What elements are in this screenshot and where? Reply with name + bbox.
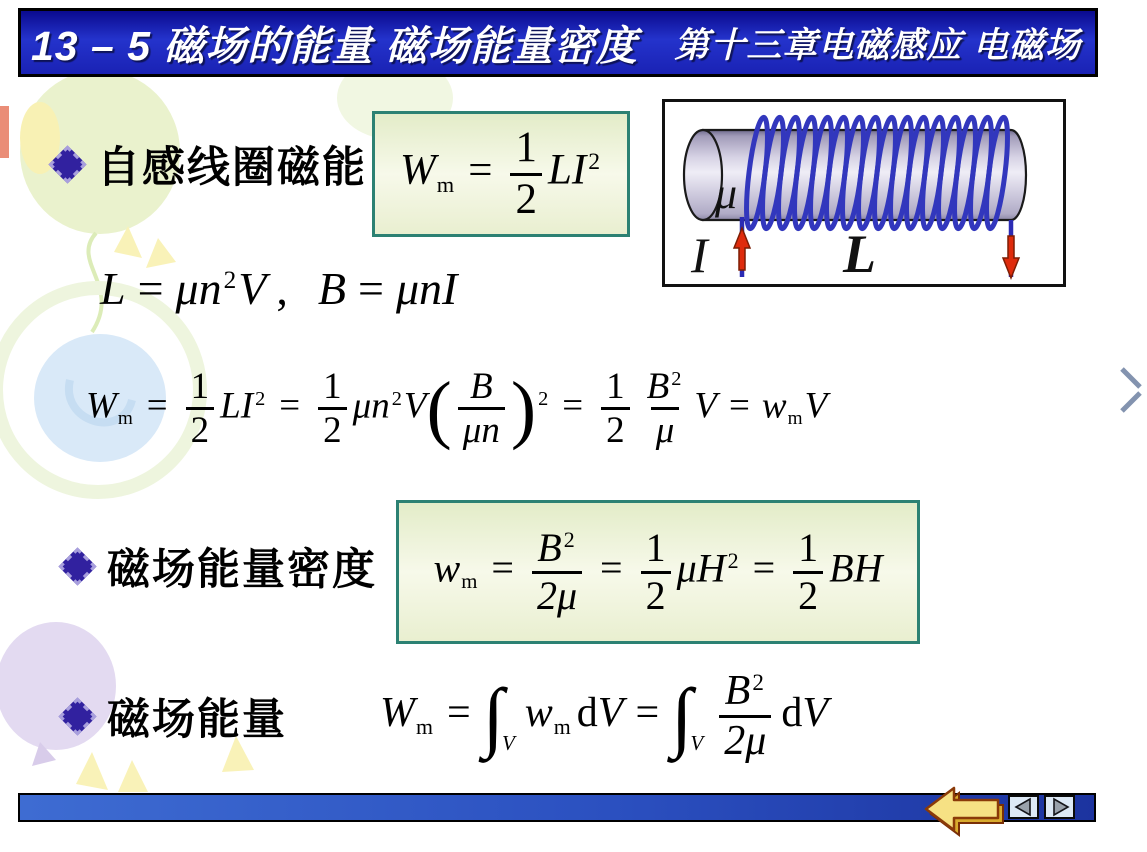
math-token: BH <box>829 545 883 591</box>
math-superscript: 2 <box>391 387 402 410</box>
back-arrow-button[interactable] <box>922 783 1006 839</box>
right-triangle-icon <box>1048 797 1072 817</box>
math-token: W <box>399 146 436 194</box>
integral-sign: ∫ <box>482 673 504 760</box>
math-token: W <box>86 385 117 427</box>
denominator: 2 <box>186 407 215 451</box>
equals-sign: = <box>729 385 750 427</box>
solenoid-figure <box>662 99 1066 287</box>
down-arrow-icon <box>1003 236 1019 278</box>
math-superscript: 2 <box>563 527 575 553</box>
numerator: 1 <box>645 524 666 570</box>
equals-sign: = <box>752 545 776 591</box>
math-subscript: m <box>436 171 455 197</box>
math-token: V <box>694 385 718 427</box>
math-token: W <box>380 690 415 737</box>
math-superscript: 2 <box>223 266 237 295</box>
bullet-self-inductance <box>54 134 367 195</box>
numerator <box>720 668 771 715</box>
math-token: B <box>724 668 751 714</box>
numerator: 1 <box>515 124 537 172</box>
numerator <box>642 366 689 407</box>
differential-d: d <box>781 690 803 737</box>
formula-box-energy-density <box>396 500 920 644</box>
equals-sign: = <box>562 385 584 427</box>
math-subscript: m <box>416 714 433 739</box>
bullet-label-self-inductance: 自感线圈磁能 <box>97 144 367 192</box>
denominator: 2 <box>318 407 347 451</box>
math-superscript: 2 <box>752 668 764 695</box>
math-token: L <box>100 263 126 314</box>
denominator: 2 <box>793 571 823 619</box>
denominator: μn <box>458 407 505 451</box>
math-token: V <box>403 385 427 427</box>
fraction <box>186 366 215 452</box>
formula-energy-density <box>434 526 883 619</box>
denominator: 2 <box>641 571 671 619</box>
math-subscript: m <box>461 570 478 594</box>
next-slide-chevron-icon[interactable] <box>1120 362 1146 418</box>
formula-box-coil-energy <box>372 111 630 237</box>
navigation-bar <box>18 793 1096 822</box>
equals-sign: = <box>491 545 514 591</box>
numerator: 1 <box>798 524 819 570</box>
math-token: B <box>537 524 562 570</box>
math-token: LI <box>547 146 587 194</box>
fraction <box>318 366 347 452</box>
fraction <box>510 124 542 223</box>
integral-sign: ∫ <box>671 673 693 760</box>
numerator: 1 <box>190 366 210 407</box>
denominator: 2μ <box>719 715 771 765</box>
diamond-bullet-icon <box>48 145 86 183</box>
title-bar <box>18 8 1098 77</box>
numerator: B <box>469 366 493 407</box>
fraction <box>642 366 689 452</box>
numerator: 1 <box>606 366 625 407</box>
bullet-energy-density <box>64 536 377 597</box>
math-token: μH <box>676 545 726 591</box>
label-length: L <box>843 224 876 284</box>
math-token: V <box>597 690 624 737</box>
fraction <box>458 366 505 452</box>
equals-sign: = <box>137 263 164 314</box>
diamond-bullet-icon <box>58 547 96 585</box>
math-token: w <box>433 545 461 591</box>
math-token: μn <box>352 385 390 427</box>
equals-sign: = <box>446 690 471 737</box>
equals-sign: = <box>279 385 301 427</box>
back-arrow-icon <box>926 788 1003 835</box>
math-superscript: 2 <box>538 387 549 410</box>
math-superscript: 2 <box>255 387 266 410</box>
denominator: μ <box>651 407 680 451</box>
bullet-field-energy <box>64 686 287 747</box>
up-arrow-icon <box>734 228 750 270</box>
fraction <box>601 366 630 452</box>
formula-relations <box>100 262 457 315</box>
left-triangle-icon <box>1012 797 1036 817</box>
formula-total-energy <box>380 668 828 765</box>
bullet-label-energy-density: 磁场能量密度 <box>107 546 377 594</box>
next-slide-button[interactable] <box>1044 795 1075 819</box>
fraction <box>719 668 771 765</box>
numerator <box>532 526 581 571</box>
equals-sign: = <box>358 263 384 314</box>
math-token: μnI <box>395 263 458 314</box>
formula-coil-energy <box>400 124 602 223</box>
label-current: I <box>691 227 708 283</box>
equals-sign: = <box>635 690 660 737</box>
denominator: 2 <box>601 407 630 451</box>
previous-slide-button[interactable] <box>1008 795 1039 819</box>
fraction <box>641 526 671 619</box>
numerator: 1 <box>323 366 342 407</box>
bullet-label-field-energy: 磁场能量 <box>107 696 287 744</box>
math-superscript: 2 <box>671 368 682 391</box>
math-token: B <box>646 366 670 407</box>
denominator: 2 <box>510 173 542 224</box>
differential-d: d <box>576 690 598 737</box>
math-subscript: m <box>787 408 803 430</box>
integral-bound: V <box>690 731 704 756</box>
math-token: w <box>524 690 553 737</box>
denominator: 2μ <box>532 571 582 619</box>
fraction <box>793 526 823 619</box>
equals-sign: = <box>600 545 623 591</box>
equals-sign: = <box>146 385 168 427</box>
right-paren: ) <box>510 366 537 451</box>
math-token: μn <box>175 263 222 314</box>
math-superscript: 2 <box>727 547 739 573</box>
solenoid-drawing <box>665 102 1063 284</box>
formula-derivation <box>86 366 827 452</box>
math-token: V <box>804 385 828 427</box>
math-subscript: m <box>553 714 571 739</box>
math-token: V <box>802 690 828 737</box>
left-paren: ( <box>426 366 452 451</box>
chapter-title: 第十三章电磁感应 电磁场 <box>674 25 1081 65</box>
math-subscript: m <box>117 408 133 430</box>
integral-bound: V <box>501 731 515 756</box>
label-mu: μ <box>715 169 738 218</box>
math-token: w <box>761 385 787 427</box>
diamond-bullet-icon <box>58 697 96 735</box>
current-arrows <box>734 228 1019 278</box>
math-token: B <box>317 263 347 314</box>
math-token: V <box>238 263 267 314</box>
section-title: 13 – 5 磁场的能量 磁场能量密度 <box>31 23 638 69</box>
math-token: LI <box>220 385 254 427</box>
equals-sign: = <box>468 146 493 194</box>
fraction <box>532 526 582 619</box>
math-superscript: 2 <box>588 149 601 176</box>
comma: , <box>276 263 288 314</box>
